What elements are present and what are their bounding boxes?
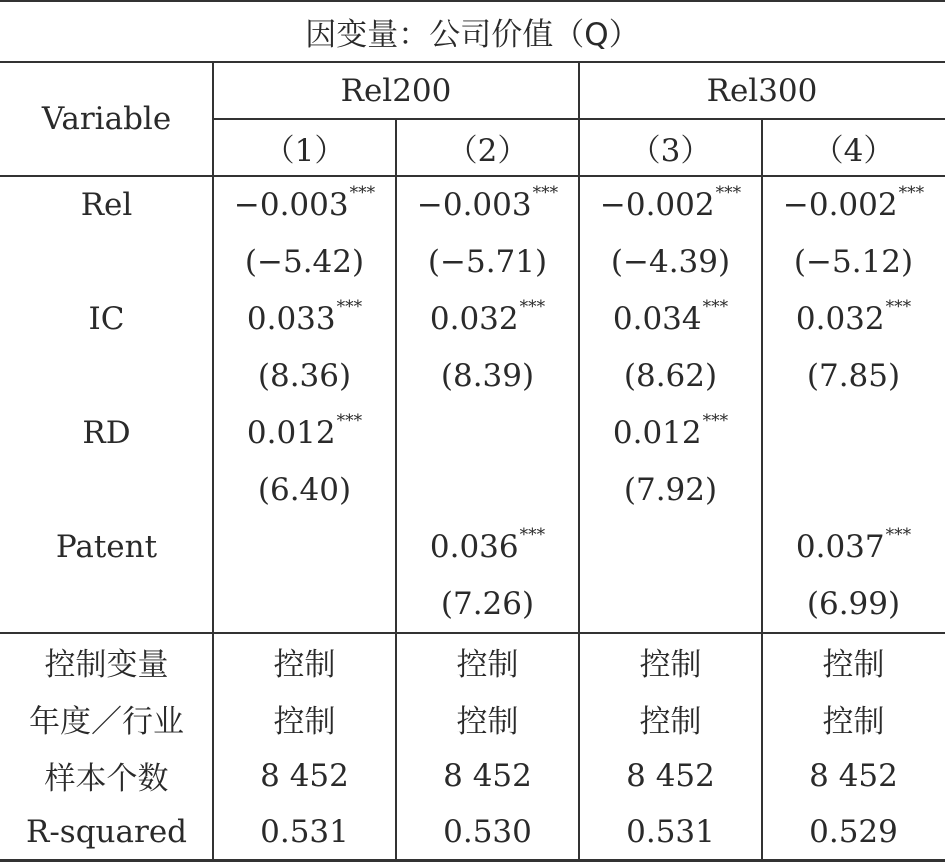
r-squared-cell: 0.529 <box>809 813 898 850</box>
coef-cell <box>396 176 579 233</box>
coef-cell <box>762 290 945 347</box>
t-stat-cell: (−4.39) <box>610 243 731 280</box>
significance-stars: *** <box>702 410 729 431</box>
control-cell: 控制 <box>639 704 702 740</box>
coef-value: 0.032 <box>795 300 885 337</box>
bottom-rule <box>0 859 945 862</box>
t-stat-cell: (8.62) <box>623 357 718 394</box>
coef-cell <box>396 518 579 575</box>
group-header-rel200: Rel200 <box>340 72 452 109</box>
n-obs-cell: 8 452 <box>443 757 532 794</box>
r-squared-cell: 0.531 <box>626 813 715 850</box>
table-title: 因变量：公司价值（Q） <box>305 16 640 53</box>
coef-value: −0.003 <box>233 186 349 223</box>
coef-value: 0.012 <box>246 414 336 451</box>
t-stat-cell: (7.92) <box>623 471 718 508</box>
significance-stars: *** <box>885 296 912 317</box>
coef-cell <box>762 176 945 233</box>
coef-cell <box>579 404 762 461</box>
coef-cell <box>213 176 396 233</box>
significance-stars: *** <box>519 524 546 545</box>
coef-value: −0.003 <box>416 186 532 223</box>
significance-stars: *** <box>349 182 376 203</box>
coef-value: −0.002 <box>599 186 715 223</box>
row-label-r-squared: R-squared <box>25 813 188 850</box>
control-cell: 控制 <box>273 647 336 683</box>
t-stat-cell: (−5.71) <box>427 243 548 280</box>
coef-cell <box>213 404 396 461</box>
significance-stars: *** <box>715 182 742 203</box>
top-rule <box>0 0 945 2</box>
control-cell: 控制 <box>822 647 885 683</box>
significance-stars: *** <box>336 410 363 431</box>
t-stat-cell: (8.39) <box>440 357 535 394</box>
control-cell: 控制 <box>639 647 702 683</box>
n-obs-cell: 8 452 <box>809 757 898 794</box>
row-label-n-obs: 样本个数 <box>44 761 169 797</box>
control-cell: 控制 <box>273 704 336 740</box>
r-squared-cell: 0.530 <box>443 813 532 850</box>
row-label-rel: Rel <box>80 186 133 223</box>
significance-stars: *** <box>885 524 912 545</box>
significance-stars: *** <box>898 182 925 203</box>
col-header-2: （2） <box>446 133 529 169</box>
t-stat-cell: (−5.12) <box>793 243 914 280</box>
row-label-rd: RD <box>82 414 131 451</box>
row-label-control-vars: 控制变量 <box>44 647 169 683</box>
significance-stars: *** <box>519 296 546 317</box>
coef-value: 0.036 <box>429 528 519 565</box>
r-squared-cell: 0.531 <box>260 813 349 850</box>
control-cell: 控制 <box>456 647 519 683</box>
significance-stars: *** <box>702 296 729 317</box>
group-header-rel300: Rel300 <box>706 72 818 109</box>
t-stat-cell: (6.99) <box>806 585 901 622</box>
coef-value: 0.037 <box>795 528 885 565</box>
coef-cell <box>762 518 945 575</box>
t-stat-cell: (7.85) <box>806 357 901 394</box>
coef-cell <box>579 290 762 347</box>
significance-stars: *** <box>532 182 559 203</box>
coef-value: 0.034 <box>612 300 702 337</box>
t-stat-cell: (8.36) <box>257 357 352 394</box>
t-stat-cell: (−5.42) <box>244 243 365 280</box>
variable-header: Variable <box>41 100 172 137</box>
row-label-patent: Patent <box>55 528 158 565</box>
col-header-3: （3） <box>629 133 712 169</box>
coef-cell <box>213 290 396 347</box>
control-cell: 控制 <box>822 704 885 740</box>
t-stat-cell: (7.26) <box>440 585 535 622</box>
n-obs-cell: 8 452 <box>260 757 349 794</box>
significance-stars: *** <box>336 296 363 317</box>
row-label-ic: IC <box>88 300 125 337</box>
row-label-year-industry: 年度／行业 <box>29 704 184 740</box>
coef-value: 0.032 <box>429 300 519 337</box>
control-cell: 控制 <box>456 704 519 740</box>
t-stat-cell: (6.40) <box>257 471 352 508</box>
coef-cell <box>579 176 762 233</box>
coef-value: 0.012 <box>612 414 702 451</box>
col-header-4: （4） <box>812 133 895 169</box>
coef-cell <box>396 290 579 347</box>
coef-value: −0.002 <box>782 186 898 223</box>
n-obs-cell: 8 452 <box>626 757 715 794</box>
col-header-1: （1） <box>263 133 346 169</box>
coef-value: 0.033 <box>246 300 336 337</box>
